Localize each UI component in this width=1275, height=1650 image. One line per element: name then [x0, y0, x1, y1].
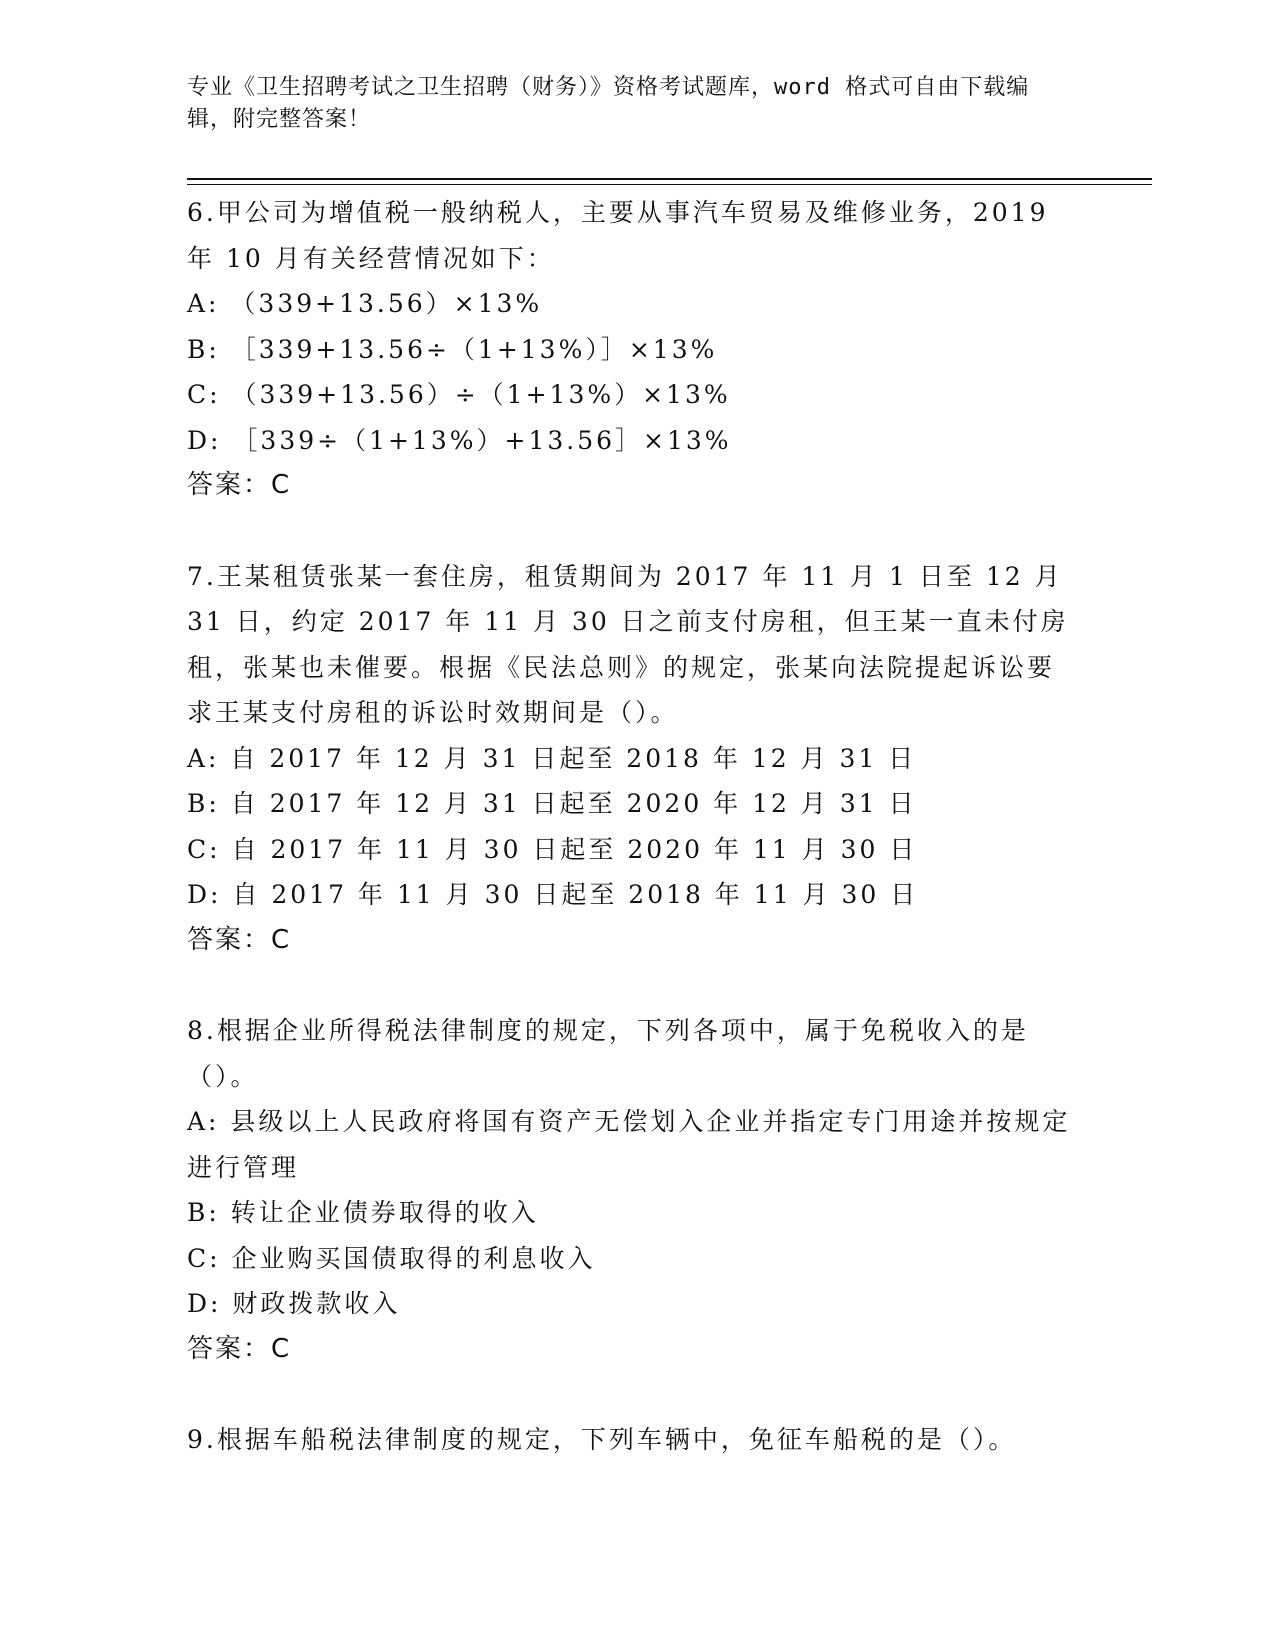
question-8 [187, 1008, 1077, 1372]
question-list [187, 190, 1077, 1508]
question-stem: 7.王某租赁张某一套住房，租赁期间为 2017 年 11 月 1 日至 12 月 31 日，约定 2017 年 11 月 30 日之前支付房租，但王某一直未付房租，张某也未催要。根据《民法总则》的规定，张某向法院提起诉讼要求王某支付房租的诉讼时效期间是（）。 [187, 561, 1069, 727]
question-7 [187, 554, 1077, 964]
option-a: A: （339+13.56）×13% [187, 289, 543, 318]
document-header [187, 72, 1067, 136]
option-d: D: 财政拨款收入 [187, 1289, 401, 1318]
option-d: D: 自 2017 年 11 月 30 日起至 2018 年 11 月 30 日 [187, 880, 919, 909]
question-stem: 8.根据企业所得税法律制度的规定，下列各项中，属于免税收入的是（）。 [187, 1016, 1029, 1091]
option-d: D: ［339÷（1+13%）+13.56］×13% [187, 425, 732, 455]
question-9 [187, 1417, 1077, 1463]
header-intro-text: 专业《卫生招聘考试之卫生招聘（财务）》资格考试题库，word 格式可自由下载编辑，附完整答案！ [187, 75, 1030, 132]
option-c: C: 企业购买国债取得的利息收入 [187, 1243, 596, 1273]
option-c: C: （339+13.56）÷（1+13%）×13% [187, 380, 731, 409]
option-c: C: 自 2017 年 11 月 30 日起至 2020 年 11 月 30 日 [187, 834, 918, 864]
option-b: B: 转让企业债券取得的收入 [187, 1198, 539, 1227]
option-b: B: 自 2017 年 12 月 31 日起至 2020 年 12 月 31 日 [187, 789, 917, 818]
question-stem: 6.甲公司为增值税一般纳税人，主要从事汽车贸易及维修业务，2019 年 10 月有关经营情况如下： [187, 198, 1049, 273]
question-6 [187, 190, 1077, 509]
answer-label: 答案：C [187, 470, 292, 500]
header-divider-thick [187, 178, 1152, 180]
option-a: A: 自 2017 年 12 月 31 日起至 2018 年 12 月 31 日 [187, 743, 917, 773]
answer-label: 答案：C [187, 924, 292, 955]
answer-label: 答案：C [187, 1333, 292, 1364]
option-b: B: ［339+13.56÷（1+13%）］×13% [187, 334, 718, 364]
option-a: A: 县级以上人民政府将国有资产无偿划入企业并指定专门用途并按规定进行管理 [187, 1107, 1071, 1182]
header-divider-thin [187, 184, 1152, 185]
question-stem: 9.根据车船税法律制度的规定，下列车辆中，免征车船税的是（）。 [187, 1425, 1017, 1454]
